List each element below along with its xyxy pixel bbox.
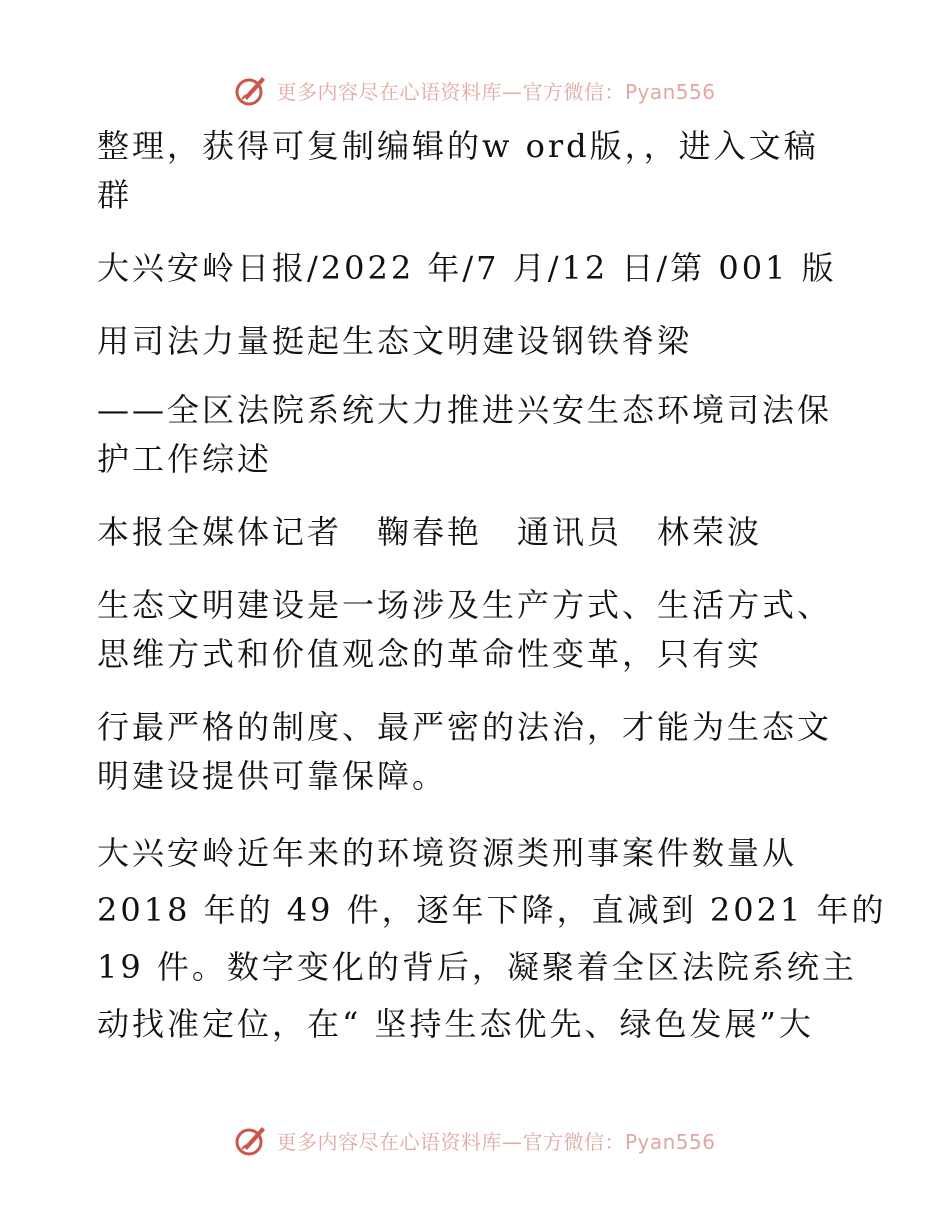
footer-watermark (0, 1120, 950, 1160)
text-line: 大兴安岭近年来的环境资源类刑事案件数量从 (97, 834, 798, 872)
text-line: 护工作综述 (97, 440, 273, 478)
source-line (97, 244, 837, 293)
document-body (97, 122, 887, 1077)
text-line: 2018 年的 49 件，逐年下降，直减到 2021 年的 (97, 891, 887, 929)
article-subtitle (97, 386, 837, 484)
text-line: 思维方式和价值观念的革命性变革，只有实 (97, 635, 763, 673)
watermark-text: 更多内容尽在心语资料库—官方微信：Pyan556 (276, 1129, 716, 1154)
quill-seal-logo-icon (234, 1123, 268, 1157)
text-line: ——全区法院系统大力推进兴安生态环境司法保 (97, 391, 833, 429)
body-paragraph (97, 581, 837, 679)
body-paragraph (97, 703, 837, 801)
text-line: 明建设提供可靠保障。 (97, 757, 448, 795)
body-paragraph (97, 825, 887, 1053)
text-line: 行最严格的制度、最严密的法治，才能为生态文 (97, 708, 833, 746)
text-line: 整理，获得可复制编辑的w ord版，，进入文稿 (97, 127, 819, 165)
text-line: 19 件。数字变化的背后，凝聚着全区法院系统主 (97, 948, 857, 986)
text-line: 生态文明建设是一场涉及生产方式、生活方式、 (97, 586, 833, 624)
header-watermark (0, 70, 950, 110)
text-line: 群 (97, 176, 133, 214)
text-line: 用司法力量挺起生态文明建设钢铁脊梁 (97, 322, 693, 360)
text-line: 大兴安岭日报/2022 年/7 月/12 日/第 001 版 (97, 249, 837, 287)
text-line: 动找准定位，在“ 坚持生态优先、绿色发展”大 (97, 1005, 814, 1043)
intro-note (97, 122, 837, 220)
quill-seal-logo-icon (234, 73, 268, 107)
byline (97, 508, 837, 557)
article-title (97, 317, 837, 366)
watermark-text: 更多内容尽在心语资料库—官方微信：Pyan556 (276, 79, 716, 104)
text-line: 本报全媒体记者 鞠春艳 通讯员 林荣波 (97, 513, 763, 551)
